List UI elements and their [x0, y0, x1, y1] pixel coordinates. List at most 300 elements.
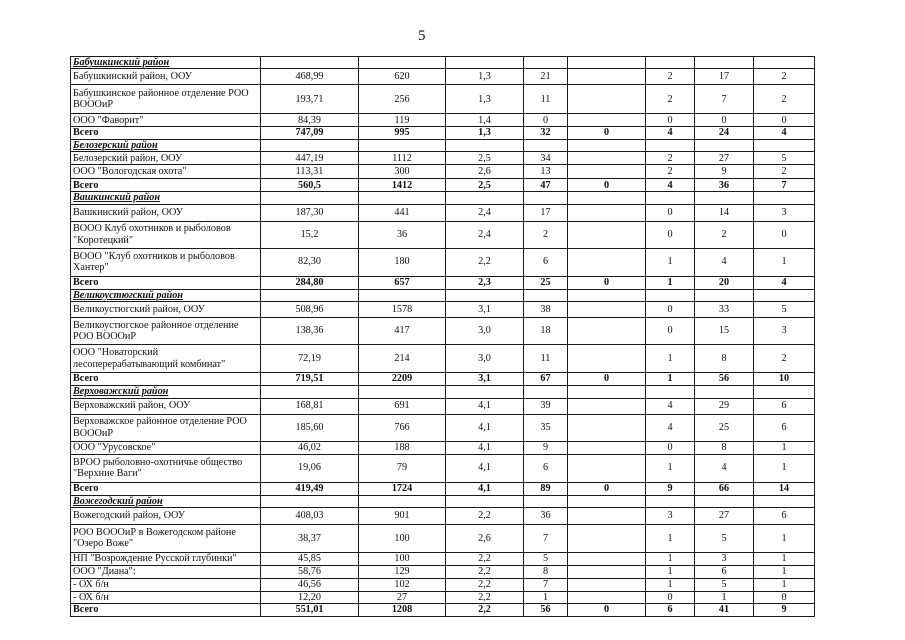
empty-cell	[754, 289, 815, 301]
total-value-5: 0	[568, 604, 646, 616]
value-cell-2: 27	[359, 591, 446, 603]
total-value-8: 4	[754, 276, 815, 289]
total-value-5: 0	[568, 179, 646, 192]
value-cell-3: 2,2	[446, 578, 524, 591]
empty-cell	[524, 57, 568, 69]
organization-name: ООО "Вологодская охота"	[71, 165, 261, 179]
value-cell-8: 5	[754, 302, 815, 318]
empty-cell	[359, 289, 446, 301]
empty-cell	[646, 192, 695, 204]
organization-name: ООО "Урусовское"	[71, 441, 261, 454]
empty-cell	[524, 192, 568, 204]
value-cell-5	[568, 454, 646, 482]
total-row	[71, 482, 815, 495]
total-row	[71, 179, 815, 192]
value-cell-1: 46,56	[261, 578, 359, 591]
total-value-5: 0	[568, 373, 646, 386]
value-cell-2: 901	[359, 507, 446, 524]
total-value-3: 2,5	[446, 179, 524, 192]
value-cell-5	[568, 302, 646, 318]
value-cell-3: 1,3	[446, 69, 524, 85]
value-cell-4: 7	[524, 578, 568, 591]
empty-cell	[524, 289, 568, 301]
value-cell-1: 45,85	[261, 552, 359, 565]
value-cell-6: 0	[646, 591, 695, 603]
organization-name: Вожегодский район, ООУ	[71, 507, 261, 524]
value-cell-2: 102	[359, 578, 446, 591]
value-cell-6: 2	[646, 69, 695, 85]
value-cell-4: 35	[524, 414, 568, 441]
value-cell-8: 2	[754, 345, 815, 373]
total-value-3: 3,1	[446, 373, 524, 386]
value-cell-8: 1	[754, 552, 815, 565]
empty-cell	[568, 192, 646, 204]
table-row	[71, 221, 815, 248]
value-cell-1: 138,36	[261, 318, 359, 345]
value-cell-1: 193,71	[261, 85, 359, 114]
value-cell-8: 1	[754, 578, 815, 591]
organization-name: Великоустюгский район, ООУ	[71, 302, 261, 318]
value-cell-2: 100	[359, 524, 446, 552]
value-cell-4: 38	[524, 302, 568, 318]
value-cell-6: 4	[646, 398, 695, 414]
value-cell-1: 508,96	[261, 302, 359, 318]
total-value-6: 4	[646, 179, 695, 192]
value-cell-2: 766	[359, 414, 446, 441]
empty-cell	[568, 495, 646, 507]
value-cell-4: 2	[524, 221, 568, 248]
section-header-row	[71, 139, 815, 151]
empty-cell	[524, 495, 568, 507]
value-cell-1: 82,30	[261, 248, 359, 276]
organization-name: Белозерский район, ООУ	[71, 152, 261, 165]
total-row	[71, 373, 815, 386]
total-value-4: 56	[524, 604, 568, 616]
empty-cell	[695, 192, 754, 204]
empty-cell	[754, 386, 815, 398]
value-cell-6: 4	[646, 414, 695, 441]
total-value-3: 2,2	[446, 604, 524, 616]
empty-cell	[524, 386, 568, 398]
value-cell-4: 7	[524, 524, 568, 552]
empty-cell	[695, 495, 754, 507]
value-cell-7: 4	[695, 248, 754, 276]
value-cell-8: 1	[754, 454, 815, 482]
value-cell-8: 0	[754, 221, 815, 248]
value-cell-5	[568, 152, 646, 165]
table-row	[71, 152, 815, 165]
value-cell-7: 29	[695, 398, 754, 414]
organization-name: ООО "Диана":	[71, 565, 261, 578]
value-cell-3: 4,1	[446, 398, 524, 414]
value-cell-2: 214	[359, 345, 446, 373]
value-cell-8: 2	[754, 85, 815, 114]
value-cell-4: 0	[524, 114, 568, 127]
value-cell-8: 6	[754, 414, 815, 441]
value-cell-4: 34	[524, 152, 568, 165]
total-value-1: 560,5	[261, 179, 359, 192]
value-cell-4: 6	[524, 248, 568, 276]
value-cell-1: 113,31	[261, 165, 359, 179]
value-cell-7: 4	[695, 454, 754, 482]
value-cell-2: 129	[359, 565, 446, 578]
table-row	[71, 565, 815, 578]
value-cell-5	[568, 414, 646, 441]
value-cell-7: 8	[695, 441, 754, 454]
total-row	[71, 276, 815, 289]
total-value-7: 41	[695, 604, 754, 616]
empty-cell	[446, 495, 524, 507]
empty-cell	[524, 139, 568, 151]
value-cell-5	[568, 114, 646, 127]
empty-cell	[446, 57, 524, 69]
empty-cell	[646, 495, 695, 507]
empty-cell	[568, 386, 646, 398]
value-cell-3: 4,1	[446, 441, 524, 454]
total-value-1: 419,49	[261, 482, 359, 495]
value-cell-5	[568, 441, 646, 454]
value-cell-7: 25	[695, 414, 754, 441]
value-cell-2: 441	[359, 204, 446, 221]
empty-cell	[754, 57, 815, 69]
value-cell-4: 9	[524, 441, 568, 454]
value-cell-1: 187,30	[261, 204, 359, 221]
value-cell-1: 46,02	[261, 441, 359, 454]
total-value-1: 719,51	[261, 373, 359, 386]
value-cell-3: 3,0	[446, 318, 524, 345]
total-value-8: 9	[754, 604, 815, 616]
value-cell-4: 17	[524, 204, 568, 221]
table-row	[71, 248, 815, 276]
value-cell-6: 1	[646, 552, 695, 565]
value-cell-8: 1	[754, 441, 815, 454]
value-cell-7: 27	[695, 507, 754, 524]
organization-name: Бабушкинский район, ООУ	[71, 69, 261, 85]
value-cell-1: 58,76	[261, 565, 359, 578]
empty-cell	[359, 57, 446, 69]
empty-cell	[646, 289, 695, 301]
value-cell-2: 256	[359, 85, 446, 114]
empty-cell	[695, 57, 754, 69]
value-cell-2: 119	[359, 114, 446, 127]
value-cell-4: 11	[524, 85, 568, 114]
section-title: Бабушкинский район	[71, 57, 261, 69]
value-cell-7: 3	[695, 552, 754, 565]
total-value-4: 47	[524, 179, 568, 192]
table-row	[71, 507, 815, 524]
total-label: Всего	[71, 482, 261, 495]
value-cell-5	[568, 204, 646, 221]
table-row	[71, 524, 815, 552]
section-header-row	[71, 495, 815, 507]
organization-name: Бабушкинское районное отделение РОО ВОООиР	[71, 85, 261, 114]
value-cell-3: 2,5	[446, 152, 524, 165]
value-cell-7: 15	[695, 318, 754, 345]
value-cell-4: 8	[524, 565, 568, 578]
organization-name: Вашкинский район, ООУ	[71, 204, 261, 221]
organization-name: Великоустюгское районное отделение РОО ВОООиР	[71, 318, 261, 345]
total-value-4: 32	[524, 127, 568, 139]
value-cell-8: 0	[754, 114, 815, 127]
value-cell-6: 3	[646, 507, 695, 524]
value-cell-2: 691	[359, 398, 446, 414]
value-cell-8: 3	[754, 318, 815, 345]
table-row	[71, 552, 815, 565]
value-cell-5	[568, 552, 646, 565]
value-cell-3: 2,2	[446, 591, 524, 603]
table-row	[71, 414, 815, 441]
empty-cell	[568, 289, 646, 301]
value-cell-8: 5	[754, 152, 815, 165]
value-cell-3: 2,2	[446, 552, 524, 565]
total-value-7: 20	[695, 276, 754, 289]
value-cell-1: 447,19	[261, 152, 359, 165]
total-value-1: 551,01	[261, 604, 359, 616]
organization-name: ВООО Клуб охотников и рыболовов "Коротецкий"	[71, 221, 261, 248]
value-cell-4: 6	[524, 454, 568, 482]
empty-cell	[695, 139, 754, 151]
value-cell-3: 4,1	[446, 414, 524, 441]
page-number: 5	[418, 28, 426, 44]
total-value-6: 1	[646, 276, 695, 289]
total-value-4: 67	[524, 373, 568, 386]
section-title: Верховажский район	[71, 386, 261, 398]
value-cell-2: 300	[359, 165, 446, 179]
empty-cell	[446, 139, 524, 151]
section-title: Белозерский район	[71, 139, 261, 151]
total-value-7: 36	[695, 179, 754, 192]
value-cell-3: 1,3	[446, 85, 524, 114]
value-cell-2: 417	[359, 318, 446, 345]
value-cell-6: 0	[646, 221, 695, 248]
total-label: Всего	[71, 179, 261, 192]
value-cell-1: 168,81	[261, 398, 359, 414]
value-cell-6: 2	[646, 152, 695, 165]
value-cell-8: 6	[754, 398, 815, 414]
organization-name: ООО "Фаворит"	[71, 114, 261, 127]
empty-cell	[261, 495, 359, 507]
value-cell-5	[568, 248, 646, 276]
value-cell-8: 3	[754, 204, 815, 221]
total-value-1: 747,09	[261, 127, 359, 139]
total-value-5: 0	[568, 276, 646, 289]
value-cell-7: 5	[695, 524, 754, 552]
value-cell-8: 0	[754, 591, 815, 603]
value-cell-3: 2,2	[446, 565, 524, 578]
empty-cell	[695, 289, 754, 301]
value-cell-7: 1	[695, 591, 754, 603]
value-cell-2: 100	[359, 552, 446, 565]
organization-name: ООО "Новаторский лесоперерабатывающий комбинат"	[71, 345, 261, 373]
total-value-8: 4	[754, 127, 815, 139]
value-cell-6: 1	[646, 454, 695, 482]
value-cell-3: 2,4	[446, 221, 524, 248]
value-cell-4: 39	[524, 398, 568, 414]
total-value-6: 4	[646, 127, 695, 139]
total-value-3: 1,3	[446, 127, 524, 139]
empty-cell	[568, 57, 646, 69]
value-cell-5	[568, 69, 646, 85]
total-value-7: 56	[695, 373, 754, 386]
total-value-6: 9	[646, 482, 695, 495]
value-cell-3: 1,4	[446, 114, 524, 127]
value-cell-5	[568, 85, 646, 114]
value-cell-6: 0	[646, 441, 695, 454]
value-cell-7: 5	[695, 578, 754, 591]
value-cell-6: 1	[646, 248, 695, 276]
value-cell-5	[568, 565, 646, 578]
empty-cell	[359, 495, 446, 507]
organization-name: - ОХ б/н	[71, 578, 261, 591]
value-cell-1: 38,37	[261, 524, 359, 552]
total-row	[71, 604, 815, 616]
value-cell-1: 185,60	[261, 414, 359, 441]
table-row	[71, 114, 815, 127]
table-row	[71, 318, 815, 345]
total-row	[71, 127, 815, 139]
section-title: Вожегодский район	[71, 495, 261, 507]
value-cell-6: 1	[646, 578, 695, 591]
value-cell-2: 1112	[359, 152, 446, 165]
value-cell-6: 1	[646, 345, 695, 373]
total-value-8: 10	[754, 373, 815, 386]
value-cell-6: 0	[646, 302, 695, 318]
empty-cell	[261, 192, 359, 204]
organization-name: - ОХ б/н	[71, 591, 261, 603]
value-cell-8: 6	[754, 507, 815, 524]
organization-name: ВРОО рыболовно-охотничье общество "Верхние Ваги"	[71, 454, 261, 482]
section-header-row	[71, 289, 815, 301]
total-value-5: 0	[568, 482, 646, 495]
value-cell-3: 2,2	[446, 248, 524, 276]
value-cell-7: 17	[695, 69, 754, 85]
table-row	[71, 454, 815, 482]
section-title: Великоустюгский район	[71, 289, 261, 301]
value-cell-1: 72,19	[261, 345, 359, 373]
value-cell-5	[568, 578, 646, 591]
organization-name: Верховажский район, ООУ	[71, 398, 261, 414]
total-label: Всего	[71, 276, 261, 289]
value-cell-5	[568, 165, 646, 179]
organization-name: РОО ВОООиР в Вожегодском районе "Озеро Воже"	[71, 524, 261, 552]
value-cell-7: 33	[695, 302, 754, 318]
empty-cell	[695, 386, 754, 398]
value-cell-2: 1578	[359, 302, 446, 318]
value-cell-6: 2	[646, 85, 695, 114]
value-cell-8: 1	[754, 524, 815, 552]
total-value-3: 4,1	[446, 482, 524, 495]
value-cell-8: 2	[754, 69, 815, 85]
value-cell-5	[568, 524, 646, 552]
value-cell-7: 6	[695, 565, 754, 578]
section-header-row	[71, 57, 815, 69]
value-cell-4: 11	[524, 345, 568, 373]
table-row	[71, 204, 815, 221]
value-cell-7: 9	[695, 165, 754, 179]
total-value-2: 1208	[359, 604, 446, 616]
value-cell-5	[568, 318, 646, 345]
value-cell-2: 620	[359, 69, 446, 85]
value-cell-3: 4,1	[446, 454, 524, 482]
value-cell-4: 1	[524, 591, 568, 603]
empty-cell	[359, 192, 446, 204]
table-row	[71, 69, 815, 85]
value-cell-6: 2	[646, 165, 695, 179]
value-cell-1: 84,39	[261, 114, 359, 127]
empty-cell	[359, 386, 446, 398]
hunting-quota-table	[70, 56, 815, 617]
value-cell-5	[568, 591, 646, 603]
total-value-7: 24	[695, 127, 754, 139]
empty-cell	[446, 386, 524, 398]
value-cell-5	[568, 221, 646, 248]
total-value-7: 66	[695, 482, 754, 495]
total-value-6: 1	[646, 373, 695, 386]
total-label: Всего	[71, 604, 261, 616]
table-row	[71, 578, 815, 591]
table-row	[71, 345, 815, 373]
empty-cell	[646, 57, 695, 69]
empty-cell	[261, 57, 359, 69]
value-cell-4: 36	[524, 507, 568, 524]
table-row	[71, 398, 815, 414]
value-cell-3: 2,6	[446, 165, 524, 179]
total-value-1: 284,80	[261, 276, 359, 289]
value-cell-6: 0	[646, 204, 695, 221]
total-value-2: 1412	[359, 179, 446, 192]
value-cell-2: 188	[359, 441, 446, 454]
total-value-2: 657	[359, 276, 446, 289]
empty-cell	[568, 139, 646, 151]
value-cell-2: 36	[359, 221, 446, 248]
empty-cell	[754, 192, 815, 204]
empty-cell	[261, 386, 359, 398]
total-label: Всего	[71, 127, 261, 139]
empty-cell	[646, 139, 695, 151]
empty-cell	[261, 289, 359, 301]
value-cell-3: 2,2	[446, 507, 524, 524]
value-cell-2: 180	[359, 248, 446, 276]
total-value-3: 2,3	[446, 276, 524, 289]
value-cell-6: 1	[646, 565, 695, 578]
value-cell-8: 2	[754, 165, 815, 179]
total-value-2: 2209	[359, 373, 446, 386]
total-value-6: 6	[646, 604, 695, 616]
total-value-4: 25	[524, 276, 568, 289]
total-label: Всего	[71, 373, 261, 386]
section-header-row	[71, 192, 815, 204]
value-cell-1: 15,2	[261, 221, 359, 248]
total-value-2: 995	[359, 127, 446, 139]
empty-cell	[754, 495, 815, 507]
section-header-row	[71, 386, 815, 398]
total-value-4: 89	[524, 482, 568, 495]
value-cell-7: 2	[695, 221, 754, 248]
value-cell-5	[568, 398, 646, 414]
value-cell-3: 3,1	[446, 302, 524, 318]
value-cell-7: 0	[695, 114, 754, 127]
empty-cell	[754, 139, 815, 151]
table-row	[71, 165, 815, 179]
value-cell-1: 468,99	[261, 69, 359, 85]
value-cell-8: 1	[754, 565, 815, 578]
value-cell-7: 27	[695, 152, 754, 165]
value-cell-4: 5	[524, 552, 568, 565]
value-cell-4: 18	[524, 318, 568, 345]
value-cell-3: 2,6	[446, 524, 524, 552]
value-cell-7: 14	[695, 204, 754, 221]
value-cell-6: 0	[646, 318, 695, 345]
